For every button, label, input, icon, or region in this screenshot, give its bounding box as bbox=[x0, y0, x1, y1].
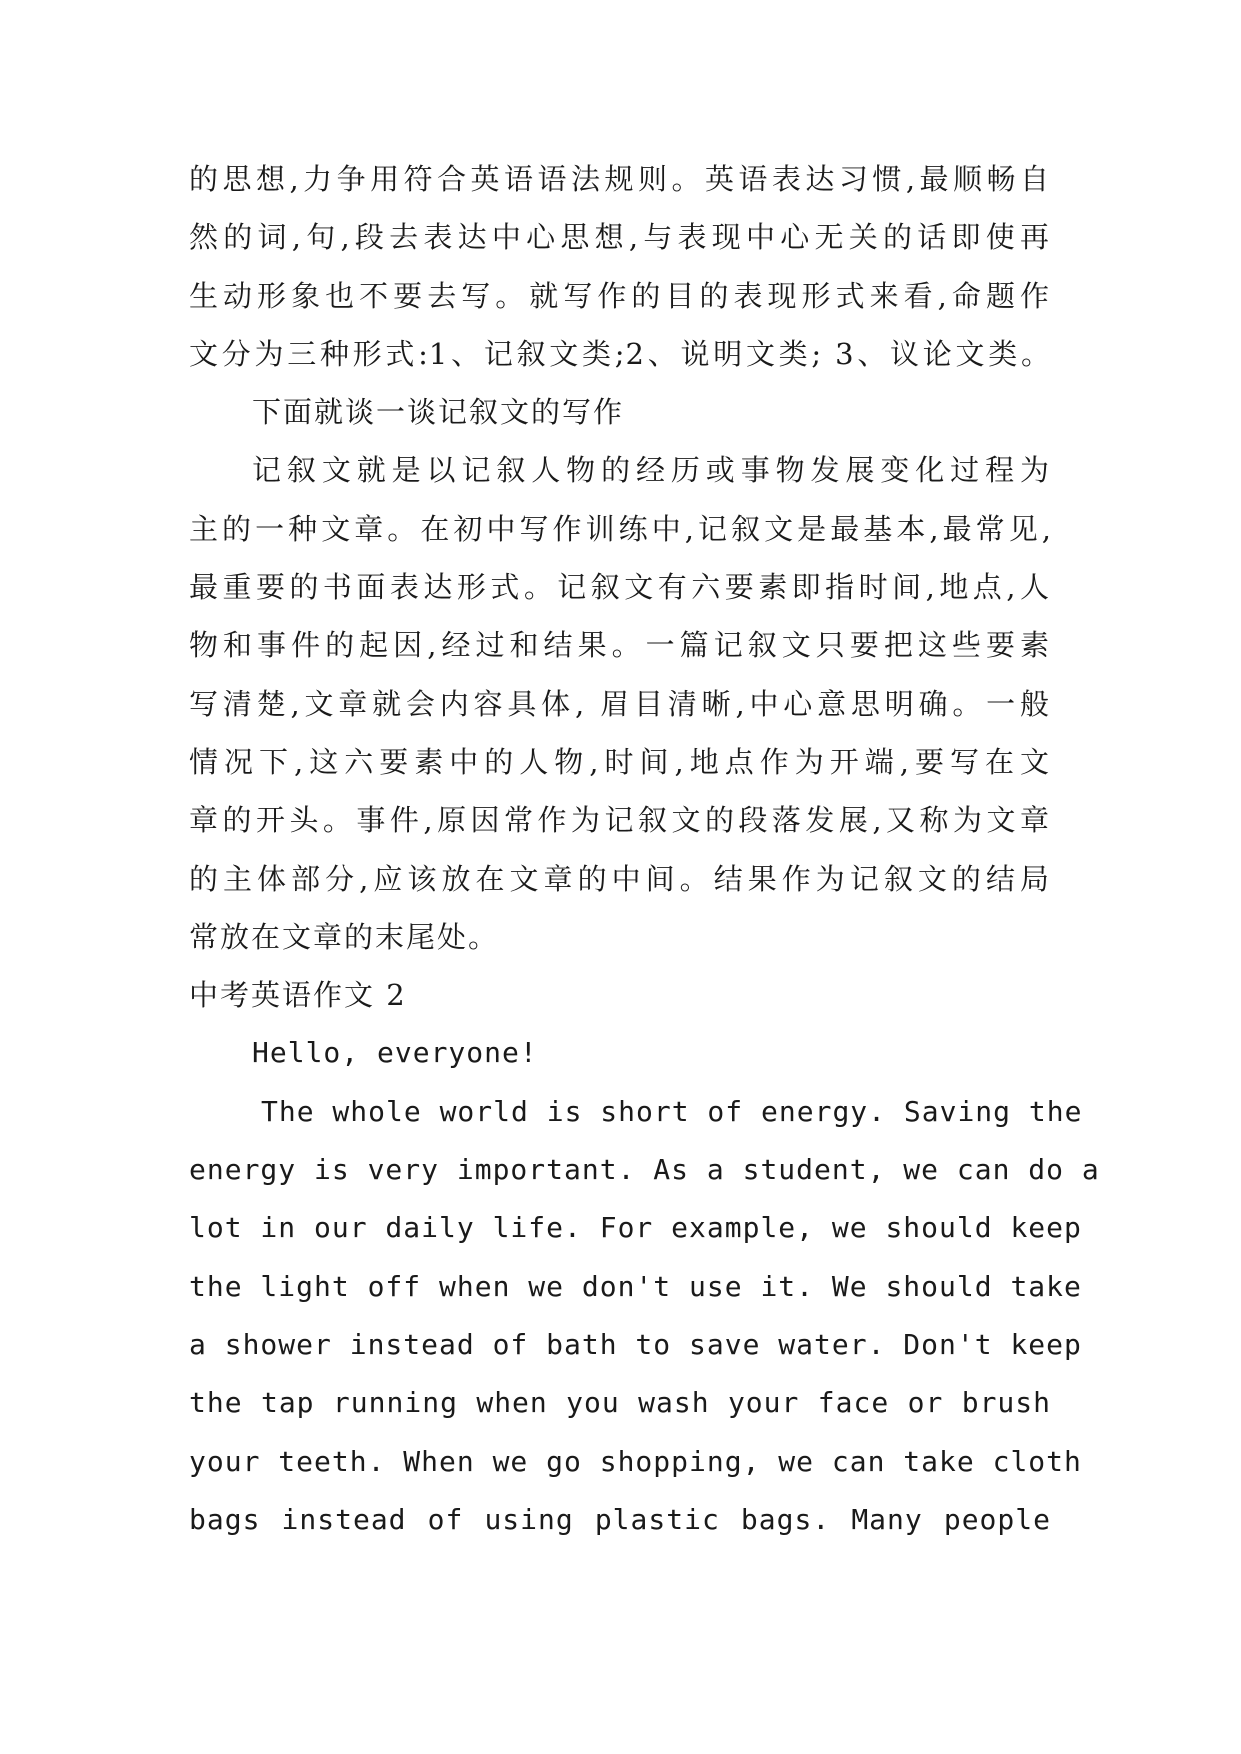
section-heading: 中考英语作文 2 bbox=[189, 978, 407, 1013]
text-line: 情况下,这六要素中的人物,时间,地点作为开端,要写在文 bbox=[189, 744, 1051, 779]
text-line: bags instead of using plastic bags. Many people bbox=[189, 1502, 1051, 1536]
text-line: your teeth. When we go shopping, we can take cloth bbox=[189, 1444, 1082, 1478]
text-line: 下面就谈一谈记叙文的写作 bbox=[252, 395, 625, 430]
text-line: 生动形象也不要去写。就写作的目的表现形式来看,命题作 bbox=[189, 278, 1051, 313]
text-line: 章的开头。事件,原因常作为记叙文的段落发展,又称为文章 bbox=[189, 803, 1051, 838]
text-line: 的思想,力争用符合英语语法规则。英语表达习惯,最顺畅自 bbox=[189, 162, 1051, 196]
document-page bbox=[189, 150, 1100, 1549]
text-line: 常放在文章的末尾处。 bbox=[189, 919, 500, 954]
text-line: the light off when we don't use it. We should take bbox=[189, 1269, 1082, 1303]
text-line: 文分为三种形式:1、记叙文类;2、说明文类; 3、议论文类。 bbox=[189, 336, 1051, 371]
text-line: 记叙文就是以记叙人物的经历或事物发展变化过程为 bbox=[252, 453, 1051, 488]
text-line: 写清楚,文章就会内容具体, 眉目清晰,中心意思明确。一般 bbox=[189, 686, 1051, 721]
text-line: 的主体部分,应该放在文章的中间。结果作为记叙文的结局 bbox=[189, 861, 1051, 896]
text-line: The whole world is short of energy. Saving the bbox=[261, 1094, 1083, 1128]
text-line: 主的一种文章。在初中写作训练中,记叙文是最基本,最常见, bbox=[189, 511, 1051, 546]
text-line: 物和事件的起因,经过和结果。一篇记叙文只要把这些要素 bbox=[189, 628, 1051, 663]
text-line: 最重要的书面表达形式。记叙文有六要素即指时间,地点,人 bbox=[189, 570, 1051, 605]
text-line: a shower instead of bath to save water. Don't keep bbox=[189, 1327, 1082, 1361]
text-line: Hello, everyone! bbox=[252, 1036, 538, 1070]
text-line: the tap running when you wash your face or brush bbox=[189, 1386, 1051, 1420]
text-line: 然的词,句,段去表达中心思想,与表现中心无关的话即使再 bbox=[189, 220, 1051, 255]
text-line: energy is very important. As a student, we can do a bbox=[189, 1153, 1100, 1187]
text-line: lot in our daily life. For example, we should keep bbox=[189, 1211, 1082, 1245]
